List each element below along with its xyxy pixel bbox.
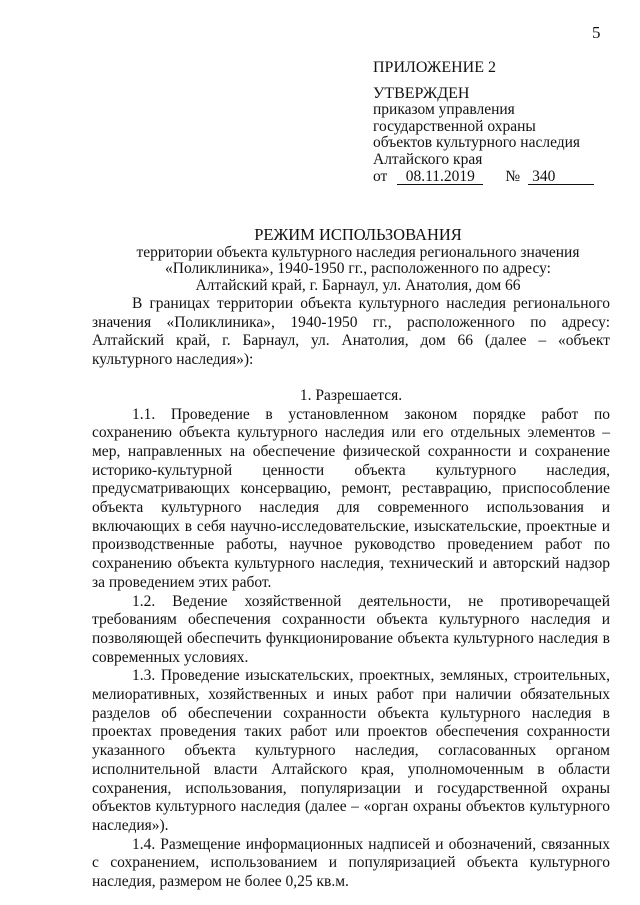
title-line: «Поликлиника», 1940-1950 гг., расположенного по адресу: (165, 260, 551, 277)
title-line: территории объекта культурного наследия регионального значения (136, 243, 580, 261)
clause-1-3: 1.3. Проведение изыскательских, проектных, земляных, строительных, мелиоративных, хозяйственных и иных работ при наличии обязательных разделов об обеспечении сохранности объекта культурного наследия в проектах проведения таких работ или проектов обеспечения сохранности указанного объекта культурного наследия, согласованных органом исполнительной власти Алтайского края, уполномоченным в области сохранения, использования, популяризации и государственной охраны объектов культурного наследия (далее – «орган охраны объектов культурного наследия»). (92, 667, 610, 834)
title-main: РЕЖИМ ИСПОЛЬЗОВАНИЯ (254, 225, 462, 244)
date-prefix: от (373, 168, 388, 185)
approval-line: объектов культурного наследия (373, 134, 581, 151)
approval-line: приказом управления (373, 101, 515, 118)
order-date: 08.11.2019 (397, 169, 483, 185)
document-title (92, 227, 624, 294)
number-prefix: № (505, 168, 521, 185)
clause-1-2: 1.2. Ведение хозяйственной деятельности, не противоречащей требованиям обеспечения сохранности объекта культурного наследия и позволяющей обеспечить функционирование объекта культурного наследия в современных условиях. (92, 592, 610, 666)
approval-line: государственной охраны (373, 117, 536, 135)
order-number: 340 (528, 169, 594, 185)
clause-1-1: 1.1. Проведение в установленном законом порядке работ по сохранению объекта культурного наследия или его отдельных элементов – мер, направленных на обеспечение физической сохранности и сохранение историко-культурной ценности объекта культурного наследия, предусматривающих консервацию, ремонт, реставрацию, приспособление объекта культурного наследия для современного использования и включающих в себя научно-исследовательские, изыскательские, проектные и производственные работы, научное руководство проведением работ по сохранению объекта культурного наследия, технический и авторский надзор за проведением этих работ. (92, 405, 610, 591)
document-body (92, 295, 610, 892)
page-number: 5 (592, 23, 601, 42)
appendix-label: ПРИЛОЖЕНИЕ 2 (373, 59, 497, 76)
order-date-row (373, 169, 613, 186)
approval-line: Алтайского края (373, 150, 483, 168)
intro-paragraph: В границах территории объекта культурного наследия регионального значения «Поликлиника», 1940-1950 гг., расположенного по адресу: Алтайский край, г. Барнаул, ул. Анатолия, дом 66 (далее – «объект культурного наследия»): (92, 295, 610, 369)
approval-stamp (373, 60, 613, 186)
section-heading: 1. Разрешается. (299, 386, 403, 404)
title-line: Алтайский край, г. Барнаул, ул. Анатолия, дом 66 (195, 276, 521, 294)
clause-1-4: 1.4. Размещение информационных надписей и обозначений, связанных с сохранением, использованием и популяризацией объекта культурного наследия, размером не более 0,25 кв.м. (92, 835, 610, 891)
approved-label: УТВЕРЖДЕН (373, 84, 470, 102)
